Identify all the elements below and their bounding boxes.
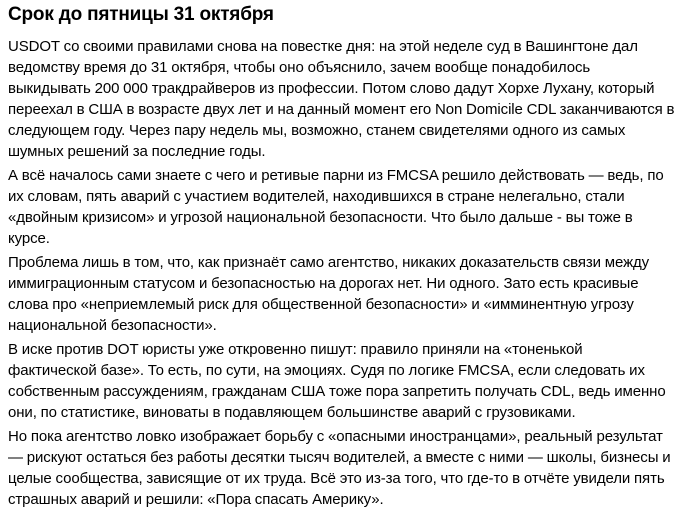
article-paragraph-2: А всё началось сами знаете с чего и ретивые парни из FMCSA решило действовать — ведь, по их словам, пять аварий с участием водителей, находившихся в стране нелегально, стали «двойным кризисом» и угрозой национальной безопасности. Что было дальше - вы тоже в курсе. (8, 167, 664, 247)
article-paragraph-4: В иске против DOT юристы уже откровенно пишут: правило приняли на «тоненькой фактической базе». То есть, по сути, на эмоциях. Судя по логике FMCSA, если следовать их собственным рассуждениям, гражданам США тоже пора запретить получать CDL, ведь именно они, по статистике, виноваты в подавляющем большинстве аварий с грузовиками. (8, 341, 666, 421)
article-paragraph-1: USDOT со своими правилами снова на повестке дня: на этой неделе суд в Вашингтоне дал ведомству время до 31 октября, чтобы оно объяснило, зачем вообще понадобилось выкидывать 200 000 тракдрайверов из профессии. Потом слово дадут Хорхе Лухану, который переехал в США в возрасте двух лет и на данный момент его Non Domicile CDL заканчиваются в следующем году. Через пару недель мы, возможно, станем свидетелями одного из самых шумных решений за последние годы. (8, 38, 675, 160)
article-paragraph-3: Проблема лишь в том, что, как признаёт само агентство, никаких доказательств связи между иммиграционным статусом и безопасностью на дорогах нет. Ни одного. Зато есть красивые слова про «неприемлемый риск для общественной безопасности» и «имминентную угрозу национальной безопасности». (8, 254, 650, 334)
article-paragraph-5: Но пока агентство ловко изображает борьбу с «опасными иностранцами», реальный результат — рискуют остаться без работы десятки тысяч водителей, а вместе с ними — школы, бизнесы и целые сообщества, зависящие от их труда. Всё это из-за того, что где-то в отчёте увидели пять страшных аварий и решили: «Пора спасать Америку». (8, 428, 671, 508)
article-title: Срок до пятницы 31 октября (8, 4, 274, 25)
